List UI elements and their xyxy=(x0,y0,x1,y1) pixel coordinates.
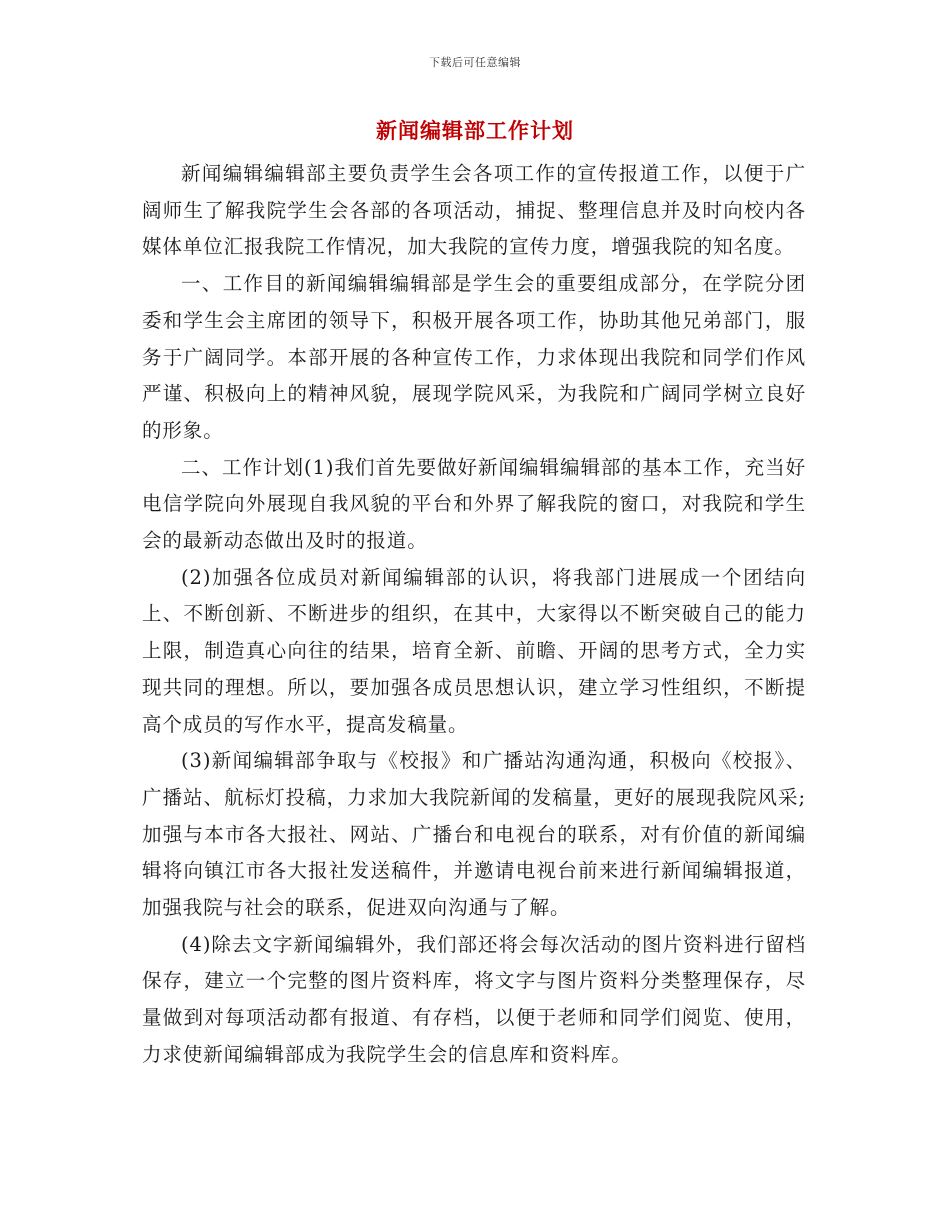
paragraph-work-plan-3: (3)新闻编辑部争取与《校报》和广播站沟通沟通，积极向《校报》、广播站、航标灯投稿，力求加大我院新闻的发稿量，更好的展现我院风采;加强与本市各大报社、网站、广播台和电视台的联系，对有价值的新闻编辑将向镇江市各大报社发送稿件，并邀请电视台前来进行新闻编辑报道，加强我院与社会的联系，促进双向沟通与了解。 xyxy=(142,749,806,920)
paragraph-intro: 新闻编辑编辑部主要负责学生会各项工作的宣传报道工作，以便于广阔师生了解我院学生会各部的各项活动，捕捉、整理信息并及时向校内各媒体单位汇报我院工作情况，加大我院的宣传力度，增强我院的知名度。 xyxy=(142,162,806,259)
paragraph-work-plan-4: (4)除去文字新闻编辑外，我们部还将会每次活动的图片资料进行留档保存，建立一个完整的图片资料库，将文字与图片资料分类整理保存，尽量做到对每项活动都有报道、有存档，以便于老师和同学们阅览、使用，力求使新闻编辑部成为我院学生会的信息库和资料库。 xyxy=(142,932,806,1066)
header-note: 下载后可任意编辑 xyxy=(429,56,521,69)
document-body xyxy=(142,156,806,1074)
paragraph-work-plan-1: 二、工作计划(1)我们首先要做好新闻编辑编辑部的基本工作，充当好电信学院向外展现自我风貌的平台和外界了解我院的窗口，对我院和学生会的最新动态做出及时的报道。 xyxy=(142,455,806,553)
document-title: 新闻编辑部工作计划 xyxy=(376,118,574,143)
paragraph-work-purpose: 一、工作目的新闻编辑编辑部是学生会的重要组成部分，在学院分团委和学生会主席团的领导下，积极开展各项工作，协助其他兄弟部门，服务于广阔同学。本部开展的各种宣传工作，力求体现出我院和同学们作风严谨、积极向上的精神风貌，展现学院风采，为我院和广阔同学树立良好的形象。 xyxy=(142,272,806,442)
paragraph-work-plan-2: (2)加强各位成员对新闻编辑部的认识，将我部门进展成一个团结向上、不断创新、不断进步的组织，在其中，大家得以不断突破自己的能力上限，制造真心向往的结果，培育全新、前瞻、开阔的思考方式，全力实现共同的理想。所以，要加强各成员思想认识，建立学习性组织，不断提高个成员的写作水平，提高发稿量。 xyxy=(142,565,806,736)
